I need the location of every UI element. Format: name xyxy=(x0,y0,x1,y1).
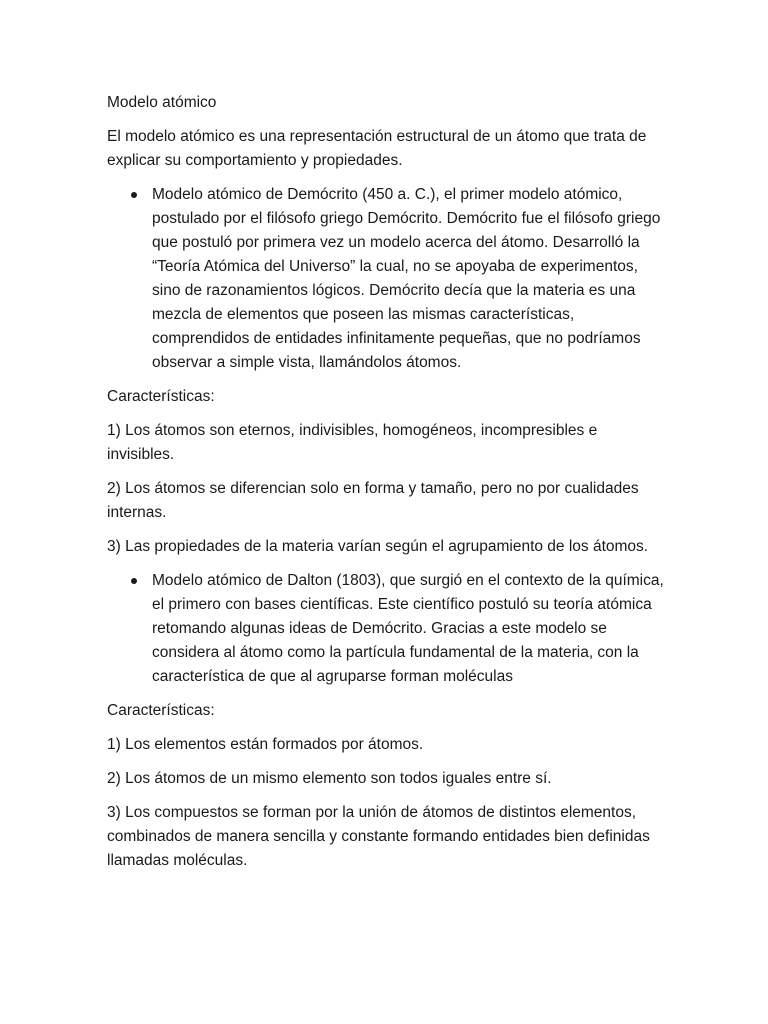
democrito-bullet-text: Modelo atómico de Demócrito (450 a. C.), el primer modelo atómico, postulado por el filósofo griego Demócrito. Demócrito fue el filósofo griego que postuló por primera vez un modelo acerca del átomo. Desarrolló la “Teoría Atómica del Universo” la cual, no se apoyaba de experimentos, sino de razonamientos lógicos. Demócrito decía que la materia es una mezcla de elementos que poseen las mismas características, comprendidos de entidades infinitamente pequeñas, que no podríamos observar a simple vista, llamándolos átomos. xyxy=(152,186,661,371)
document-title: Modelo atómico xyxy=(107,94,217,111)
bullet-dot-icon xyxy=(131,578,137,584)
dalton-point-1: 1) Los elementos están formados por átomos. xyxy=(107,736,424,753)
democrito-point-1: 1) Los átomos son eternos, indivisibles, homogéneos, incompresibles e invisibles. xyxy=(107,422,598,463)
democrito-characteristics-heading: Características: xyxy=(107,388,215,405)
dalton-point-3: 3) Los compuestos se forman por la unión de átomos de distintos elementos, combinados de manera sencilla y constante formando entidades bien definidas llamadas moléculas. xyxy=(107,804,650,869)
dalton-bullet-text: Modelo atómico de Dalton (1803), que surgió en el contexto de la química, el primero con bases científicas. Este científico postuló su teoría atómica retomando algunas ideas de Demócrito. Gracias a este modelo se considera al átomo como la partícula fundamental de la materia, con la característica de que al agruparse forman moléculas xyxy=(152,572,664,685)
democrito-point-3: 3) Las propiedades de la materia varían según el agrupamiento de los átomos. xyxy=(107,538,649,555)
dalton-bullet-list xyxy=(107,569,667,689)
democrito-bullet-list xyxy=(107,183,667,375)
bullet-dot-icon xyxy=(131,192,137,198)
democrito-point-2: 2) Los átomos se diferencian solo en forma y tamaño, pero no por cualidades internas. xyxy=(107,480,639,521)
dalton-characteristics-heading: Características: xyxy=(107,702,215,719)
dalton-bullet-item xyxy=(107,569,667,689)
democrito-bullet-item xyxy=(107,183,667,375)
document-body xyxy=(107,91,667,883)
dalton-point-2: 2) Los átomos de un mismo elemento son todos iguales entre sí. xyxy=(107,770,552,787)
intro-paragraph: El modelo atómico es una representación estructural de un átomo que trata de explicar su comportamiento y propiedades. xyxy=(107,128,647,169)
